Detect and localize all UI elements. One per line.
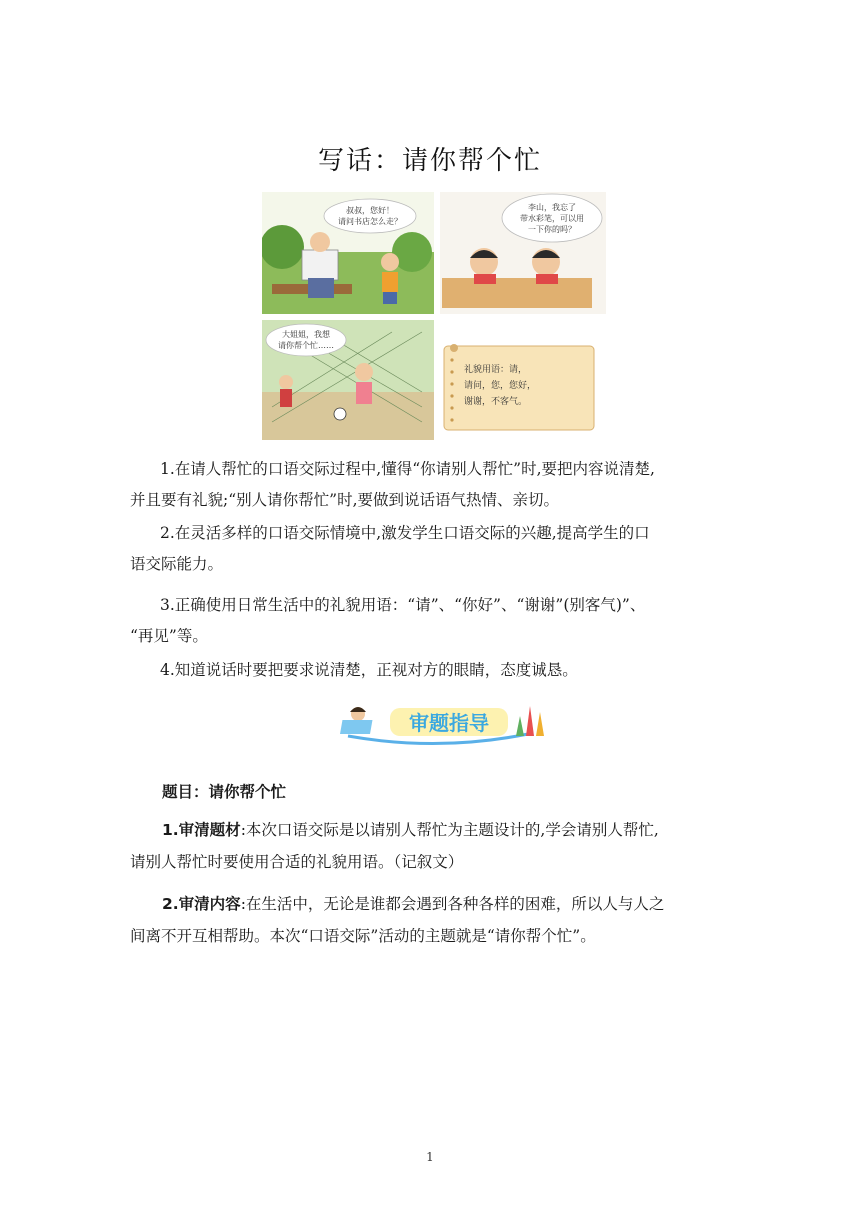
note-line2: 请问，您，您好， xyxy=(464,381,537,391)
goal-1 xyxy=(130,454,730,516)
bubble3-line2: 请你帮个忙…… xyxy=(278,341,334,350)
goal-1-line1: 1.在请人帮忙的口语交际过程中,懂得“你请别人帮忙”时,要把内容说清楚, xyxy=(160,460,655,478)
bubble2-line2: 带水彩笔，可以用 xyxy=(520,214,584,223)
section-2-text: :在生活中，无论是谁都会遇到各种各样的困难，所以人与人之 xyxy=(240,895,665,913)
page-number: 1 xyxy=(426,1150,434,1164)
section-banner xyxy=(338,700,552,748)
page-title: 写话：请你帮个忙 xyxy=(317,146,542,176)
bubble3-line1: 大姐姐，我想 xyxy=(282,330,330,339)
goal-2-line2: 语交际能力。 xyxy=(130,555,224,573)
note-line3: 谢谢，不客气。 xyxy=(464,397,528,407)
goal-3-line2: “再见”等。 xyxy=(130,627,208,645)
goal-4-line1: 4.知道说话时要把要求说清楚，正视对方的眼睛，态度诚恳。 xyxy=(160,661,578,679)
textbook-illustration xyxy=(262,192,606,440)
topic-label: 题目：请你帮个忙 xyxy=(162,783,287,801)
section-2 xyxy=(130,888,730,952)
section-1-text: :本次口语交际是以请别人帮忙为主题设计的,学会请别人帮忙, xyxy=(240,821,659,839)
section-1-label: 1.审清题材 xyxy=(162,821,241,839)
section-2-line1 xyxy=(130,888,730,920)
bubble1-line2: 请问书店怎么走？ xyxy=(338,217,402,226)
goal-1-line2: 并且要有礼貌;“别人请你帮忙”时,要做到说话语气热情、亲切。 xyxy=(130,491,559,509)
bubble1-line1: 叔叔，您好！ xyxy=(346,206,394,215)
banner-label: 审题指导 xyxy=(409,711,489,735)
note-line1: 礼貌用语：请， xyxy=(464,365,528,375)
section-1-line2: 请别人帮忙时要使用合适的礼貌用语。（记叙文） xyxy=(130,853,464,871)
goal-3 xyxy=(130,590,730,652)
goal-4 xyxy=(130,655,730,686)
section-1 xyxy=(130,814,730,878)
goal-2 xyxy=(130,518,730,580)
bubble2-line3: 一下你的吗？ xyxy=(528,225,576,234)
section-2-line2: 间离不开互相帮助。本次“口语交际”活动的主题就是“请你帮个忙”。 xyxy=(130,927,596,945)
bubble2-line1: 李山，我忘了 xyxy=(528,203,576,212)
goal-3-line1: 3.正确使用日常生活中的礼貌用语：“请”、“你好”、“谢谢”(别客气)”、 xyxy=(160,596,646,614)
section-1-line1 xyxy=(130,814,730,846)
goal-2-line1: 2.在灵活多样的口语交际情境中,激发学生口语交际的兴趣,提高学生的口 xyxy=(160,524,650,542)
section-2-label: 2.审清内容 xyxy=(162,895,241,913)
